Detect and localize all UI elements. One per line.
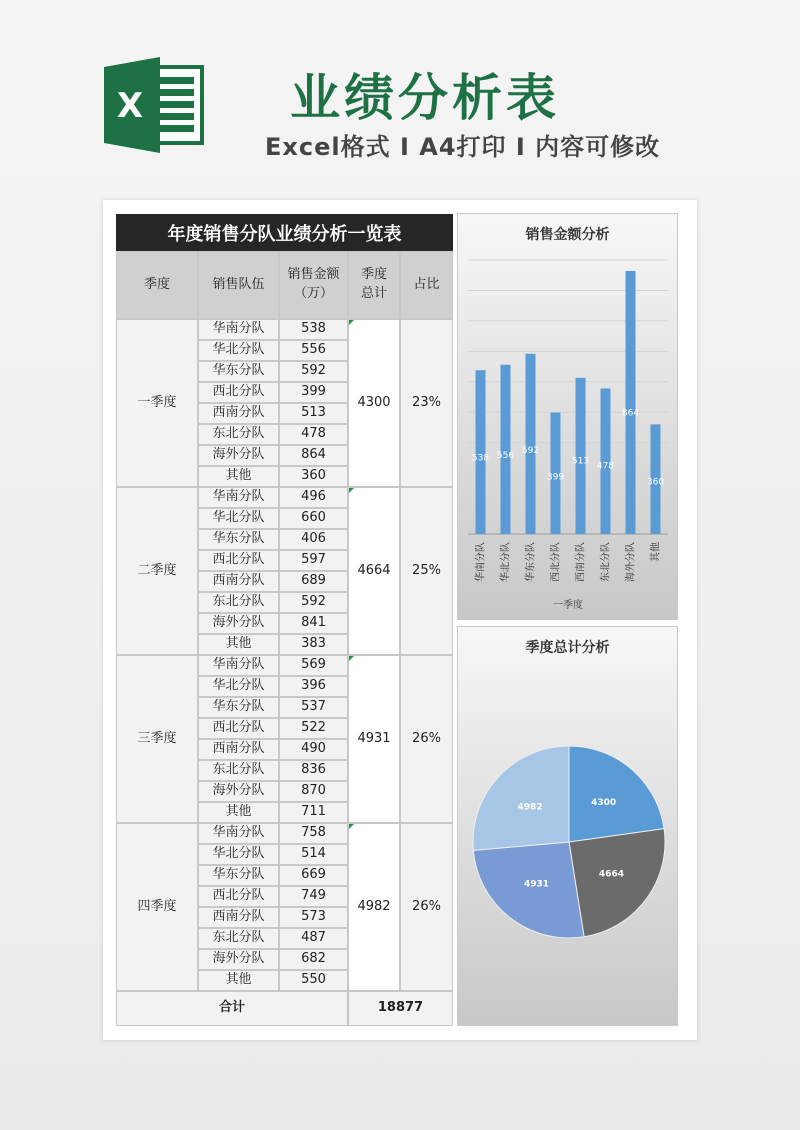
team-amount: 556	[279, 340, 348, 361]
bar-category-label: 海外分队	[625, 542, 637, 582]
team-amount: 538	[279, 319, 348, 340]
team-amount: 864	[279, 445, 348, 466]
team-name: 东北分队	[198, 592, 279, 613]
bar-value-label: 399	[546, 472, 565, 483]
team-name: 其他	[198, 802, 279, 823]
team-name: 西南分队	[198, 907, 279, 928]
bar	[626, 271, 636, 534]
table-title: 年度销售分队业绩分析一览表	[116, 214, 453, 251]
bar-value-label: 513	[571, 456, 590, 467]
team-amount: 360	[279, 466, 348, 487]
bar-value-label: 592	[521, 445, 540, 456]
team-amount: 522	[279, 718, 348, 739]
team-amount: 514	[279, 844, 348, 865]
team-amount: 669	[279, 865, 348, 886]
team-name: 西北分队	[198, 550, 279, 571]
bar-chart-panel	[457, 213, 678, 620]
svg-text:X: X	[116, 86, 144, 126]
quarter-total: 4300	[348, 319, 400, 487]
team-name: 东北分队	[198, 424, 279, 445]
team-amount: 573	[279, 907, 348, 928]
team-amount: 537	[279, 697, 348, 718]
quarter-label: 四季度	[116, 823, 198, 991]
team-name: 华南分队	[198, 319, 279, 340]
team-name: 其他	[198, 466, 279, 487]
pie-chart-panel	[457, 626, 678, 1026]
team-amount: 749	[279, 886, 348, 907]
bar-category-label: 其他	[650, 542, 662, 562]
quarter-total: 4664	[348, 487, 400, 655]
team-name: 其他	[198, 970, 279, 991]
team-amount: 758	[279, 823, 348, 844]
team-amount: 682	[279, 949, 348, 970]
bar-category-label: 西北分队	[550, 542, 562, 582]
team-amount: 490	[279, 739, 348, 760]
team-name: 华东分队	[198, 865, 279, 886]
error-flag-icon	[349, 320, 354, 325]
pie-slice	[569, 746, 664, 842]
quarter-total: 4931	[348, 655, 400, 823]
quarter-label: 一季度	[116, 319, 198, 487]
team-name: 海外分队	[198, 781, 279, 802]
team-name: 华南分队	[198, 655, 279, 676]
pie-chart-title: 季度总计分析	[525, 640, 610, 656]
team-name: 西北分队	[198, 886, 279, 907]
team-name: 海外分队	[198, 445, 279, 466]
team-amount: 487	[279, 928, 348, 949]
bar-value-label: 556	[496, 450, 515, 461]
grand-total: 18877	[348, 991, 453, 1026]
team-name: 海外分队	[198, 949, 279, 970]
team-name: 华东分队	[198, 361, 279, 382]
team-amount: 841	[279, 613, 348, 634]
bar-value-label: 360	[646, 477, 665, 488]
team-amount: 396	[279, 676, 348, 697]
team-name: 华东分队	[198, 529, 279, 550]
team-name: 东北分队	[198, 928, 279, 949]
team-name: 华东分队	[198, 697, 279, 718]
team-amount: 870	[279, 781, 348, 802]
bar-value-label: 478	[596, 461, 615, 472]
bar-category-label: 华北分队	[500, 542, 512, 582]
quarter-share: 26%	[400, 655, 453, 823]
quarter-label: 二季度	[116, 487, 198, 655]
team-name: 西南分队	[198, 571, 279, 592]
header-team: 销售队伍	[198, 251, 279, 319]
team-name: 西南分队	[198, 403, 279, 424]
team-amount: 592	[279, 361, 348, 382]
page-subtitle: Excel格式 Ⅰ A4打印 Ⅰ 内容可修改	[265, 133, 661, 161]
bar-value-label: 538	[471, 453, 490, 464]
pie-chart	[458, 627, 679, 1027]
team-amount: 689	[279, 571, 348, 592]
bar-category-label: 华东分队	[525, 542, 537, 582]
page-title: 业绩分析表	[290, 69, 560, 127]
bar-category-label: 东北分队	[600, 542, 612, 582]
team-amount: 513	[279, 403, 348, 424]
team-amount: 569	[279, 655, 348, 676]
error-flag-icon	[349, 824, 354, 829]
header-quarter-total: 季度总计	[348, 251, 400, 319]
team-amount: 406	[279, 529, 348, 550]
team-name: 华北分队	[198, 676, 279, 697]
bar	[501, 365, 511, 534]
bar	[476, 370, 486, 534]
team-amount: 478	[279, 424, 348, 445]
header-share: 占比	[400, 251, 453, 319]
pie-slice	[473, 842, 584, 938]
bar-category-label: 西南分队	[575, 542, 587, 582]
total-label: 合计	[116, 991, 348, 1026]
quarter-share: 23%	[400, 319, 453, 487]
team-amount: 597	[279, 550, 348, 571]
quarter-label: 三季度	[116, 655, 198, 823]
pie-slice	[569, 829, 665, 937]
team-name: 西南分队	[198, 739, 279, 760]
team-name: 华北分队	[198, 340, 279, 361]
team-name: 西北分队	[198, 382, 279, 403]
bar-chart	[458, 214, 679, 621]
team-amount: 592	[279, 592, 348, 613]
quarter-share: 25%	[400, 487, 453, 655]
bar	[526, 354, 536, 534]
team-amount: 383	[279, 634, 348, 655]
x-axis-label: 一季度	[553, 600, 583, 611]
team-amount: 711	[279, 802, 348, 823]
excel-logo	[104, 57, 204, 153]
bar-value-label: 864	[621, 408, 640, 419]
team-name: 西北分队	[198, 718, 279, 739]
team-amount: 496	[279, 487, 348, 508]
header-amount: 销售金额（万）	[279, 251, 348, 319]
team-name: 华北分队	[198, 508, 279, 529]
team-name: 其他	[198, 634, 279, 655]
team-amount: 836	[279, 760, 348, 781]
pie-value-label: 4664	[598, 869, 624, 880]
error-flag-icon	[349, 656, 354, 661]
team-amount: 660	[279, 508, 348, 529]
pie-value-label: 4300	[591, 798, 617, 809]
team-name: 华南分队	[198, 823, 279, 844]
team-name: 华北分队	[198, 844, 279, 865]
header-quarter: 季度	[116, 251, 198, 319]
quarter-share: 26%	[400, 823, 453, 991]
bar-chart-title: 销售金额分析	[525, 227, 610, 243]
pie-value-label: 4931	[523, 879, 550, 890]
quarter-total: 4982	[348, 823, 400, 991]
team-amount: 399	[279, 382, 348, 403]
team-name: 东北分队	[198, 760, 279, 781]
pie-slice	[473, 746, 569, 850]
bar-category-label: 华南分队	[475, 542, 487, 582]
team-amount: 550	[279, 970, 348, 991]
team-name: 海外分队	[198, 613, 279, 634]
error-flag-icon	[349, 488, 354, 493]
team-name: 华南分队	[198, 487, 279, 508]
pie-value-label: 4982	[517, 802, 543, 813]
